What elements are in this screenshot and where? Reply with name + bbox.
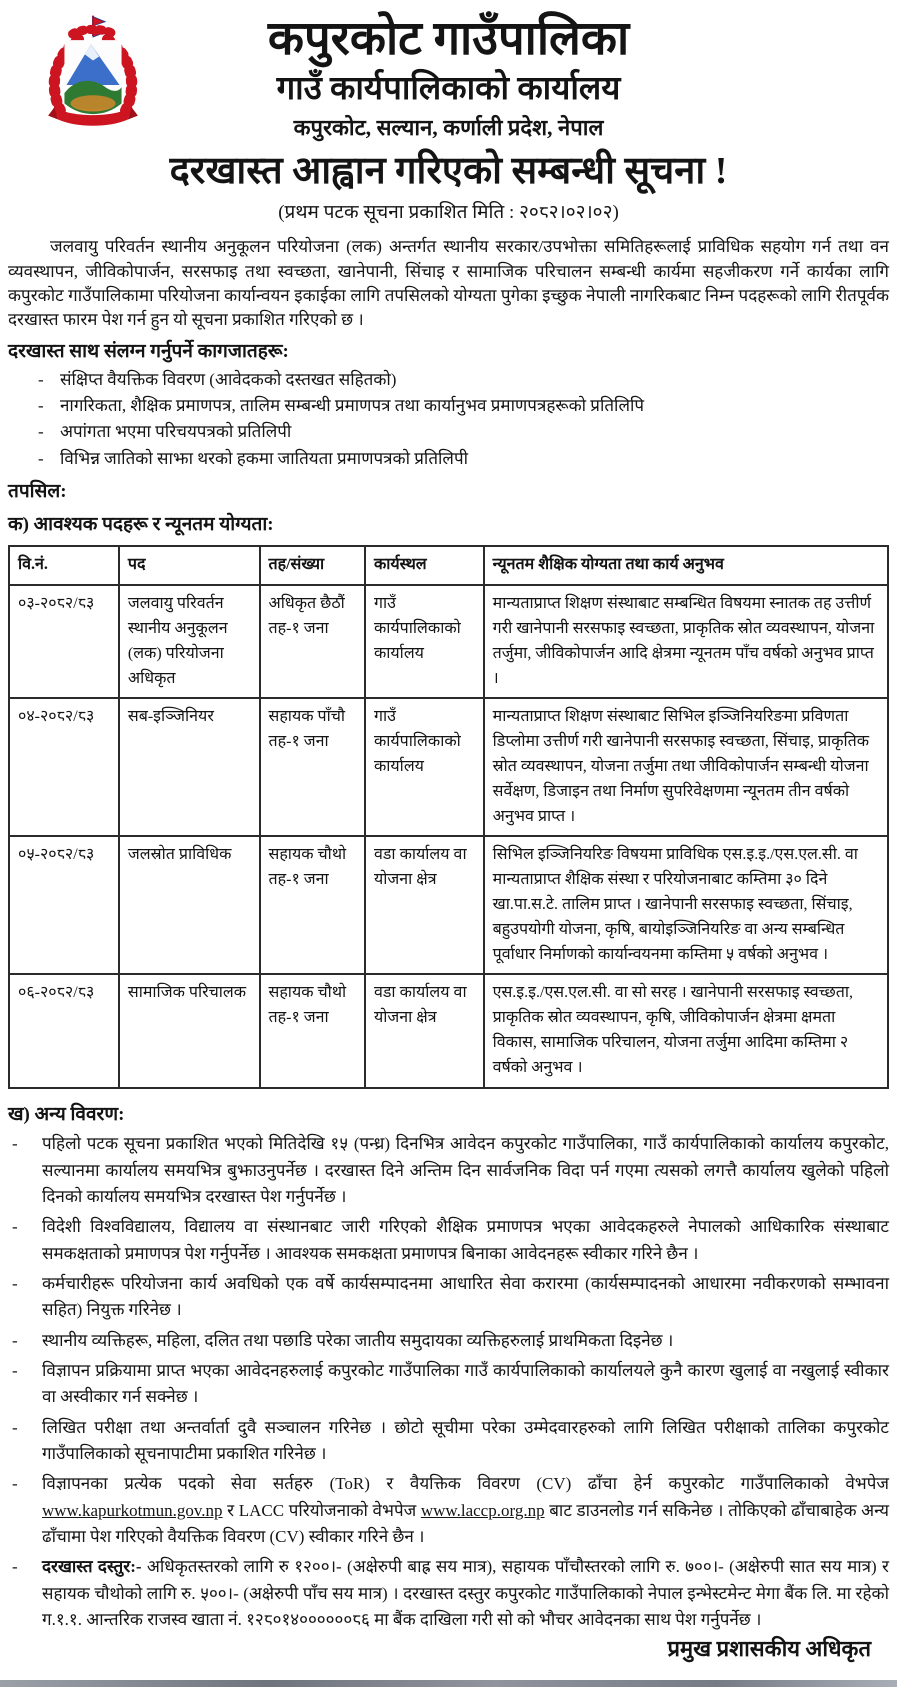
table-row [9,698,888,836]
dash-marker: - [12,1557,18,1577]
fee-details-text: अधिकृतस्तरको लागि रु १२००।- (अक्षेरुपी बाह्र सय मात्र), सहायक पाँचौस्तरको लागि रु. ७००।- (अक्षेरुपी सात सय मात्र) र सहायक चौथोको लागि रु. ५००।- (अक्षेरुपी पाँच सय मात्र) । दरखास्त दस्तुर कपुरकोट गाउँपालिकाको नेपाल इन्भेस्टमेन्ट मेगा बैंक लि. मा रहेको ग.१.१. आन्तरिक राजस्व खाता नं. १२८०१४००००००८६ मा बैंक दाखिला गरी सो को भौचर आवेदनका साथ पेश गर्नुपर्नेछ । [42,1557,889,1630]
other-details-list [8,1131,889,1633]
list-item [8,1554,889,1633]
cell-adno: ०६-२०८२/८३ [9,974,119,1087]
municipality-website-link: www.kapurkotmun.gov.np [42,1500,223,1520]
list-item [8,1214,889,1267]
documents-list [8,367,889,472]
cell-place: वडा कार्यालय वा योजना क्षेत्र [365,974,484,1087]
bullet-text: विज्ञापन प्रक्रियामा प्राप्त भएका आवेदनहरुलाई कपुरकोट गाउँपालिका गाउँ कार्यपालिकाको कार्यालयले कुनै कारण खुलाई वा नखुलाई स्वीकार वा अस्वीकार गर्न सक्नेछ । [42,1360,889,1407]
list-item [38,419,889,445]
office-title: गाउँ कार्यपालिकाको कार्यालय [276,71,621,108]
column-header-place: कार्यस्थल [365,546,484,585]
list-item [8,1415,889,1468]
document-item-text: नागरिकता, शैक्षिक प्रमाणपत्र, तालिम सम्बन्धी प्रमाणपत्र तथा कार्यानुभव प्रमाणपत्रहरूको प्रतिलिपि [60,395,645,415]
cell-level: सहायक चौथो तह-१ जना [260,836,365,974]
column-header-qualification: न्यूनतम शैक्षिक योग्यता तथा कार्य अनुभव [484,546,888,585]
lacc-website-link: www.laccp.org.np [420,1500,545,1520]
tor-cv-text: विज्ञापनका प्रत्येक पदको सेवा सर्तहरु (ToR) र वैयक्तिक विवरण (CV) ढाँचा हेर्न कपुरकोट गाउँपालिकाको वेभपेज [42,1474,889,1494]
dash-marker: - [12,1134,18,1154]
cell-adno: ०५-२०८२/८३ [9,836,119,974]
column-header-level: तह/संख्या [260,546,365,585]
municipality-title: कपुरकोट गाउँपालिका [267,13,630,65]
signatory-title: प्रमुख प्रशासकीय अधिकृत [667,1636,871,1662]
cell-post: सब-इञ्जिनियर [119,698,260,836]
cell-level: सहायक पाँचौ तह-१ जना [260,698,365,836]
scan-bottom-edge-artifact [0,1680,897,1687]
documents-heading: दरखास्त साथ संलग्न गर्नुपर्ने कागजातहरू: [8,340,289,362]
notice-title: दरखास्त आह्वान गरिएको सम्बन्धी सूचना ! [169,150,728,193]
cell-adno: ०३-२०८२/८३ [9,585,119,698]
dash-marker: - [12,1273,18,1293]
cell-place: वडा कार्यालय वा योजना क्षेत्र [365,836,484,974]
cell-qualification: मान्यताप्राप्त शिक्षण संस्थाबाट सम्बन्धित विषयमा स्नातक तह उत्तीर्ण गरी खानेपानी सरसफाइ स्वच्छता, प्राकृतिक स्रोत व्यवस्थापन, योजना तर्जुमा, जीविकोपार्जन आदि क्षेत्रमा न्यूनतम पाँच वर्षको अनुभव प्राप्त । [484,585,888,698]
table-row [9,585,888,698]
cell-qualification: सिभिल इञ्जिनियरिङ विषयमा प्राविधिक एस.इ.इ./एस.एल.सी. वा मान्यताप्राप्त शैक्षिक संस्था र परियोजनाबाट कम्तिमा ३० दिने खा.पा.स.टे. तालिम प्राप्त । खानेपानी सरसफाइ स्वच्छता, सिंचाइ, बहुउपयोगी योजना, कृषि, बायोइञ्जिनियरिङ वा अन्य सम्बन्धित पूर्वाधार निर्माणको कार्यान्वयनमा कम्तिमा ५ वर्षको अनुभव । [484,836,888,974]
cell-qualification: एस.इ.इ./एस.एल.सी. वा सो सरह । खानेपानी सरसफाइ स्वच्छता, प्राकृतिक स्रोत व्यवस्थापन, कृषि, जीविकोपार्जन क्षेत्रमा क्षमता विकास, सामाजिक परिचालन, योजना तर्जुमा आदिमा कम्तिमा २ वर्षको अनुभव । [484,974,888,1087]
dash-marker: - [12,1474,18,1494]
bullet-text: विदेशी विश्वविद्यालय, विद्यालय वा संस्थानबाट जारी गरिएको शैक्षिक प्रमाणपत्र भएका आवेदकहरुले नेपालको आधिकारिक संस्थाबाट समकक्षताको प्रमाणपत्र पेश गर्नुपर्नेछ । आवश्यक समकक्षता प्रमाणपत्र बिनाका आवेदनहरू स्वीकार गरिने छैन । [42,1217,889,1263]
document-header [8,6,889,225]
document-item-text: विभिन्न जातिको साझा थरको हकमा जातियता प्रमाणपत्रको प्रतिलिपी [60,448,468,468]
bullet-text: कर्मचारीहरू परियोजना कार्य अवधिको एक वर्षे कार्यसम्पादनमा आधारित सेवा करारमा (कार्यसम्पादनको आधारमा नवीकरणको सम्भावना सहित) नियुक्त गरिनेछ । [42,1273,889,1320]
document-item-text: अपांगता भएमा परिचयपत्रको प्रतिलिपी [60,422,292,442]
table-header-row [9,546,888,585]
positions-section-heading: क) आवश्यक पदहरू र न्यूनतम योग्यता: [8,513,274,535]
list-item [8,1471,889,1550]
tor-cv-text: र LACC परियोजनाको वेभपेज [222,1500,421,1520]
cell-post: जलवायु परिवर्तन स्थानीय अनुकूलन (लक) परियोजना अधिकृत [119,585,260,698]
dash-marker: - [38,395,44,415]
tapasil-heading: तपसिल: [8,480,67,502]
column-header-adno: वि.नं. [9,546,119,585]
list-item [8,1328,889,1354]
cell-qualification: मान्यताप्राप्त शिक्षण संस्थाबाट सिभिल इञ्जिनियरिङमा प्रविणता डिप्लोमा उत्तीर्ण गरी खानेपानी सरसफाइ स्वच्छता, सिंचाइ, प्राकृतिक स्रोत व्यवस्थापन, योजना तर्जुमा तथा जीविकोपार्जन सम्बन्धी योजना सर्वेक्षण, डिजाइन तथा निर्माण सुपरिवेक्षणमा न्यूनतम तीन वर्षको अनुभव प्राप्त । [484,698,888,836]
cell-level: सहायक चौथो तह-१ जना [260,974,365,1087]
cell-adno: ०४-२०८२/८३ [9,698,119,836]
list-item [8,1271,889,1324]
fee-heading: दरखास्त दस्तुर:- [42,1557,142,1577]
table-row [9,836,888,974]
positions-table [8,545,889,1088]
list-item [8,1131,889,1210]
bullet-text [42,1554,889,1633]
address-line: कपुरकोट, सल्यान, कर्णाली प्रदेश, नेपाल [293,114,604,140]
document-item-text: संक्षिप्त वैयक्तिक विवरण (आवेदकको दस्तखत सहितको) [60,369,397,389]
dash-marker: - [12,1417,18,1437]
cell-place: गाउँ कार्यपालिकाको कार्यालय [365,698,484,836]
tor-cv-text: बाट डाउनलोड गर्न सकिनेछ । तोकिएको ढाँचाबाहेक अन्य ढाँचामा पेश गरिएको वैयक्तिक विवरण (CV) स्वीकार गरिने छैन । [42,1500,890,1546]
dash-marker: - [38,448,44,468]
list-item [38,367,889,393]
table-row [9,974,888,1087]
dash-marker: - [38,422,44,442]
cell-level: अधिकृत छैठौं तह-१ जना [260,585,365,698]
dash-marker: - [12,1217,18,1237]
list-item [8,1358,889,1411]
published-date: (प्रथम पटक सूचना प्रकाशित मिति : २०८२।०२।०२) [278,201,619,223]
bullet-text: पहिलो पटक सूचना प्रकाशित भएको मितिदेखि १५ (पन्ध्र) दिनभित्र आवेदन कपुरकोट गाउँपालिका, गाउँ कार्यपालिकाको कार्यालय कपुरकोट, सल्यानमा कार्यालय समयभित्र बुझाउनुपर्नेछ । दरखास्त दिने अन्तिम दिन सार्वजनिक विदा पर्न गएमा त्यसको लगत्तै कार्यालय खुलेको पहिलो दिनको कार्यालय समयभित्र दरखास्त पेश गर्नुपर्नेछ । [42,1134,889,1206]
cell-post: जलस्रोत प्राविधिक [119,836,260,974]
dash-marker: - [12,1330,18,1350]
cell-post: सामाजिक परिचालक [119,974,260,1087]
dash-marker: - [12,1360,18,1380]
list-item [38,393,889,419]
dash-marker: - [38,369,44,389]
other-details-heading: ख) अन्य विवरण: [8,1103,125,1125]
bullet-text: स्थानीय व्यक्तिहरू, महिला, दलित तथा पछाडि परेका जातीय समुदायका व्यक्तिहरुलाई प्राथमिकता दिइनेछ । [42,1330,674,1350]
cell-place: गाउँ कार्यपालिकाको कार्यालय [365,585,484,698]
column-header-post: पद [119,546,260,585]
intro-paragraph: जलवायु परिवर्तन स्थानीय अनुकूलन परियोजना (लक) अन्तर्गत स्थानीय सरकार/उपभोक्ता समितिहरूलाई प्राविधिक सहयोग गर्न तथा वन व्यवस्थापन, जीविकोपार्जन, सरसफाइ तथा स्वच्छता, खानेपानी, सिंचाइ र सामाजिक परिचालन सम्बन्धी कार्यमा सहजीकरण गर्ने कार्यका लागि कपुरकोट गाउँपालिकामा परियोजना कार्यान्वयन इकाईका लागि तपसिलको योग्यता पुगेका इच्छुक नेपाली नागरिकबाट निम्न पदहरूको लागि रीतपूर्वक दरखास्त फारम पेश गर्न हुन यो सूचना प्रकाशित गरिएको छ । [8,237,889,329]
bullet-text [42,1471,889,1550]
bullet-text: लिखित परीक्षा तथा अन्तर्वार्ता दुवै सञ्चालन गरिनेछ । छोटो सूचीमा परेका उम्मेदवारहरुको लागि लिखित परीक्षाको तालिका कपुरकोट गाउँपालिकाको सूचनापाटीमा प्रकाशित गरिनेछ । [42,1417,889,1463]
nepal-emblem-logo [42,10,144,160]
list-item [38,446,889,472]
